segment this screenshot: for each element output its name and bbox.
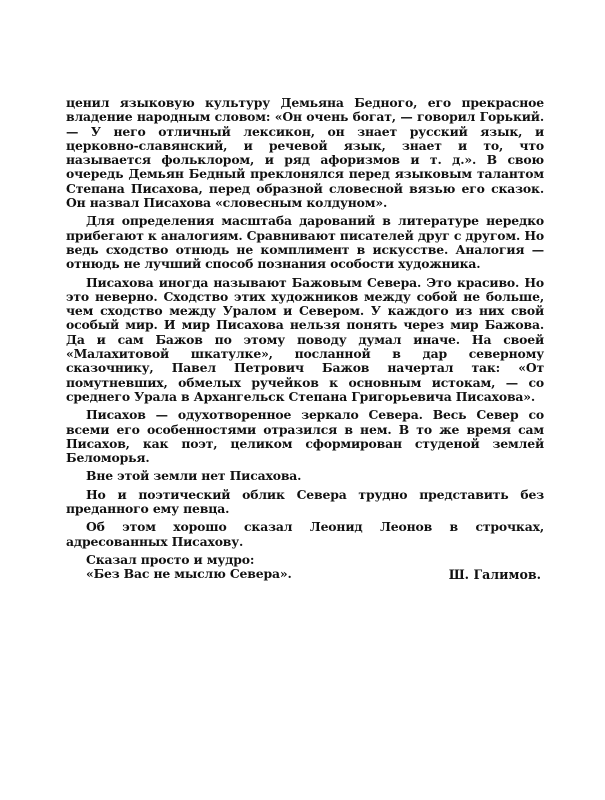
paragraph-7: Об этом хорошо сказал Леонид Леонов в строчках, адресованных Писахову. bbox=[66, 519, 544, 549]
verse-line-2: «Без Вас не мыслю Севера». bbox=[86, 566, 292, 582]
paragraph-1: ценил языковую культуру Демьяна Бедного, его прекрасное владение народным словом: «Он очень богат, — говорил Горький. — У него отличный лексикон, он знает русский язык, и церковно-славянский, и речевой язык, знает и то, что называется фольклором, и ряд афоризмов и т. д.». В свою очередь Демьян Бедный преклонялся перед языковым талантом Степана Писахова, перед образной словесной вязью его сказок. Он назвал Писахова «словесным колдуном». bbox=[66, 95, 544, 211]
document-body bbox=[66, 96, 544, 582]
paragraph-2: Для определения масштаба дарований в литературе нередко прибегают к аналогиям. Сравнивают писателей друг с другом. Но ведь сходство отнюдь не комплимент в искусстве. Аналогия — отнюдь не лучший способ познания особости художника. bbox=[66, 213, 544, 272]
paragraph-4: Писахов — одухотворенное зеркало Севера. Весь Север со всеми его особенностями отразился в нем. В то же время сам Писахов, как поэт, целиком сформирован студеной землей Беломорья. bbox=[66, 407, 544, 466]
paragraph-5: Вне этой земли нет Писахова. bbox=[86, 468, 302, 484]
paragraph-6: Но и поэтический облик Севера трудно представить без преданного ему певца. bbox=[66, 486, 544, 517]
paragraph-3: Писахова иногда называют Бажовым Севера. Это красиво. Но это неверно. Сходство этих художников между собой не больше, чем сходство между Уралом и Севером. У каждого из них свой особый мир. И мир Писахова нельзя понять через мир Бажова. Да и сам Бажов по этому поводу думал иначе. На своей «Малахитовой шкатулке», посланной в дар северному сказочнику, Павел Петрович Бажов начертал так: «От помутневших, обмелых ручейков к основным истокам, — со среднего Урала в Архангельск Степана Григорьевича Писахова». bbox=[66, 274, 544, 404]
verse-line-1: Сказал просто и мудро: bbox=[86, 551, 255, 567]
author-signature: Ш. Галимов. bbox=[448, 567, 541, 582]
